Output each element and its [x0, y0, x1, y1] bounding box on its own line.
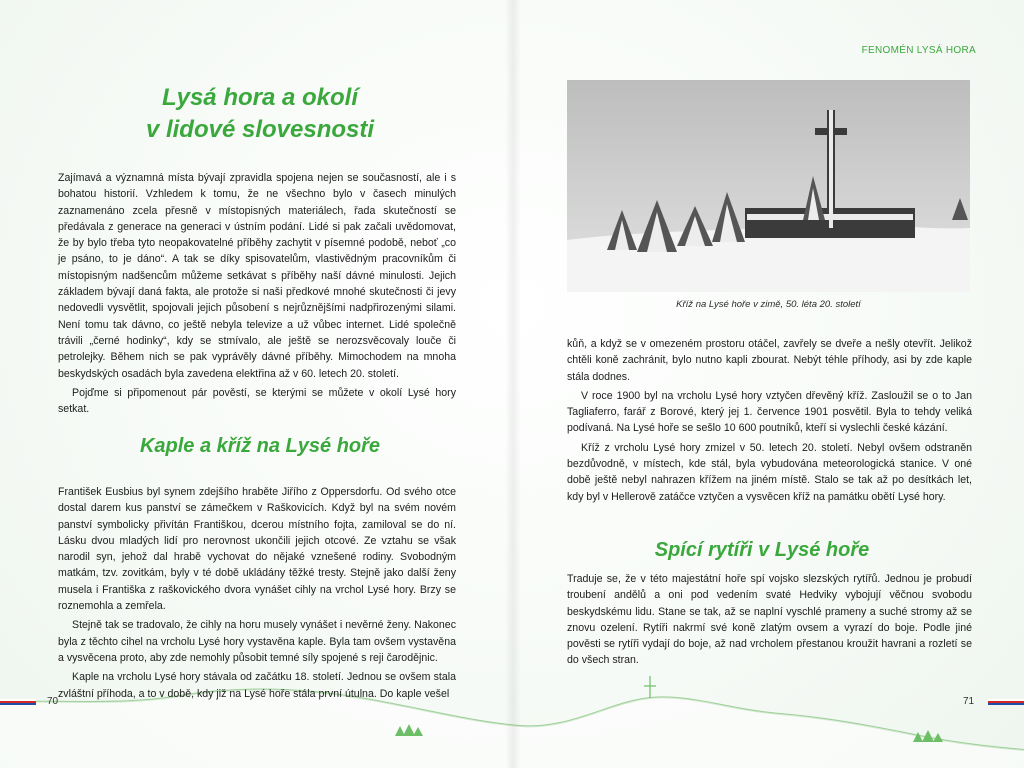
- main-heading-line2: v lidové slovesnosti: [145, 116, 375, 143]
- photo-caption: Kříž na Lysé hoře v zimě, 50. léta 20. století: [676, 299, 861, 310]
- page-number-left: 70: [47, 696, 59, 707]
- czech-flag-stripe-left: [0, 699, 36, 705]
- paragraph: V roce 1900 byl na vrcholu Lysé hory vztyčen dřevěný kříž. Zasloužil se o to Jan Tagliaferro, farář z Borové, který jej 1. července 1901 posvětil. Byla to tehdy veliká podívaná. Na Lysé hoře se sešlo 10 600 poutníků, kteří si vyslechli české kázání.: [567, 389, 972, 435]
- section-heading-kaple: Kaple a kříž na Lysé hoře: [139, 435, 381, 457]
- paragraph: Traduje se, že v této majestátní hoře spí vojsko slezských rytířů. Jednou je probudí troubení andělů a oni pod vedením svaté Hedviky vybojují věčnou svobodu beskydskému lidu. Stane se tak, až se naplní vyschlé prameny a suché stromy až se znovu ozelení. Rytíři nakrmí své koně zlatým ovsem a vyrazí do boje. Podle jiné pověsti se rytíři vydají do boje, až nad vrcholem přestanou kroužit havrani a rozletí se do všech stran.: [567, 573, 972, 667]
- kaple-text: [58, 484, 456, 705]
- paragraph: František Eusbius byl synem zdejšího hraběte Jiřího z Oppersdorfu. Od svého otce dostal darem kus panství se zámečkem v Raškovicích. Když byl na svém novém panství symbolicky přivítán Františkou, dcerou místního fojta, zamiloval se do ní. Lásku dvou mladých lidí pro nerovnost ukončili jejich otcové. Ze vztahu se však narodil syn, jehož dal hrabě vychovat do nějaké vznešené rodiny. Svobodným matkám, tzv. zovitkám, byly v té době ukládány těžké tresty. Stejně jako další ženy musela i Františka z raškovického dvora vynášet cihly na vrchol Lysé hory. Brzy se roznemohla a zemřela.: [58, 486, 456, 613]
- rytiri-text: [567, 571, 972, 672]
- paragraph: Kříž z vrcholu Lysé hory zmizel v 50. letech 20. století. Nebyl ovšem odstraněn bezdůvodně, v místech, kde stál, byla vybudována meteorologická stanice. V oné době ještě nebyl nahrazen křížem na jiném místě. Stalo se tak až po desítkách let, kdy byl v Hellerově zatáčce vztyčen a vysvěcen kříž na památku obětí Lysé hory.: [567, 441, 972, 503]
- paragraph: Kaple na vrcholu Lysé hory stávala od začátku 18. století. Jednou se ovšem stala zvláštní příhoda, a to v době, kdy již na Lysé hoře stála první útulna. Do kaple vešel: [58, 671, 456, 700]
- intro-text: [58, 170, 456, 420]
- paragraph: kůň, a když se v omezeném prostoru otáčel, zavřely se dveře a nešly otevřít. Jelikož chtěli koně zachránit, bylo nutno kapli zbourat. Nebýt téhle příhody, asi by zde kaple stála dodnes.: [567, 338, 972, 383]
- winter-cross-photo: [567, 80, 970, 292]
- continuation-text: [567, 336, 972, 508]
- right-page: [512, 0, 1024, 768]
- main-heading-line1: Lysá hora a okolí: [161, 84, 359, 111]
- paragraph: Stejně tak se tradovalo, že cihly na horu musely vynášet i nevěrné ženy. Nakonec byla z těchto cihel na vrcholu Lysé hory vystavěna kaple. Byla tam ovšem vystavěna a vysvěcena proto, aby zde nemohly působit temné síly spojené s reji čarodějnic.: [58, 619, 456, 664]
- main-heading: [60, 82, 460, 146]
- paragraph: Zajímavá a významná místa bývají zpravidla spojena nejen se současností, ale i s bohatou historií. Vzhledem k tomu, že ne všechno bylo v časech minulých zaznamenáno zcela přesně v místopisných materiálech, řada skutečností se předávala z generace na generaci v ústním podání. Lidé si pak začali uvědomovat, že by bylo třeba tyto neopakovatelné příběhy zachytit v písemné podobě, neboť „co je psáno, to je dáno“. A tak se díky spisovatelům, vlastivědným pracovníkům či místopisným nadšencům můžeme setkávat s příběhy naší dávné minulosti. Jejich základem bývají daná fakta, ale protože si naši předkové mnohé skutečnosti či jevy nedovedli vysvětlit, spojovali jejich působení s nejrůznějšími nadpřirozenými silami. Není tomu tak dávno, co ještě nebyla televize a už vůbec internet. Lidé společně trávili „černé hodinky“, kdy se stmívalo, ale ještě se nerozsvěcovaly louče či petrolejky. Během nich se pak vyprávěly dávné příběhy. Mimochodem na mnoha beskydských osadách byla zavedena elektřina až v 60. letech 20. století.: [58, 172, 456, 380]
- paragraph: Pojďme si připomenout pár pověstí, se kterými se můžete v okolí Lysé hory setkat.: [58, 386, 456, 416]
- section-heading-rytiri: Spící rytíři v Lysé hoře: [654, 539, 870, 561]
- page-number-right: 71: [963, 696, 975, 707]
- running-head: FENOMÉN LYSÁ HORA: [861, 45, 976, 56]
- czech-flag-stripe-right: [988, 699, 1024, 705]
